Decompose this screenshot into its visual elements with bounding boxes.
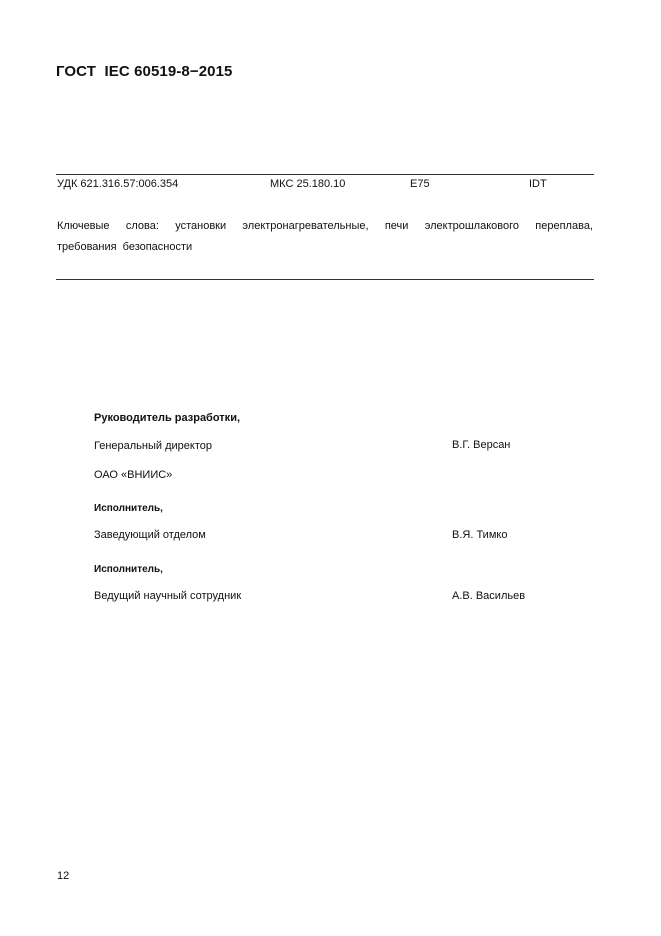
executor-name-1: В.Я. Тимко <box>452 529 508 541</box>
keywords-paragraph: Ключевые слова: установки электронагревательные, печи электрошлакового переплава, требования безопасности <box>57 220 593 253</box>
executor-label-2: Исполнитель, <box>94 564 163 575</box>
head-organization: ОАО «ВНИИС» <box>94 469 173 481</box>
document-code-header: ГОСТ IEC 60519-8−2015 <box>56 63 233 80</box>
head-name: В.Г. Версан <box>452 439 511 451</box>
mks-code: МКС 25.180.10 <box>270 178 346 190</box>
page-number: 12 <box>57 870 70 882</box>
executor-label-1: Исполнитель, <box>94 503 163 514</box>
top-divider <box>56 174 594 175</box>
executor-name-2: А.В. Васильев <box>452 590 526 602</box>
executor-position-2: Ведущий научный сотрудник <box>94 590 242 602</box>
udk-code: УДК 621.316.57:006.354 <box>57 178 179 190</box>
head-position: Генеральный директор <box>94 440 212 452</box>
head-of-development-label: Руководитель разработки, <box>94 412 241 424</box>
bottom-divider <box>56 279 594 280</box>
equivalence-code: IDT <box>529 178 547 190</box>
classification-code: Е75 <box>410 178 430 190</box>
executor-position-1: Заведующий отделом <box>94 529 206 541</box>
